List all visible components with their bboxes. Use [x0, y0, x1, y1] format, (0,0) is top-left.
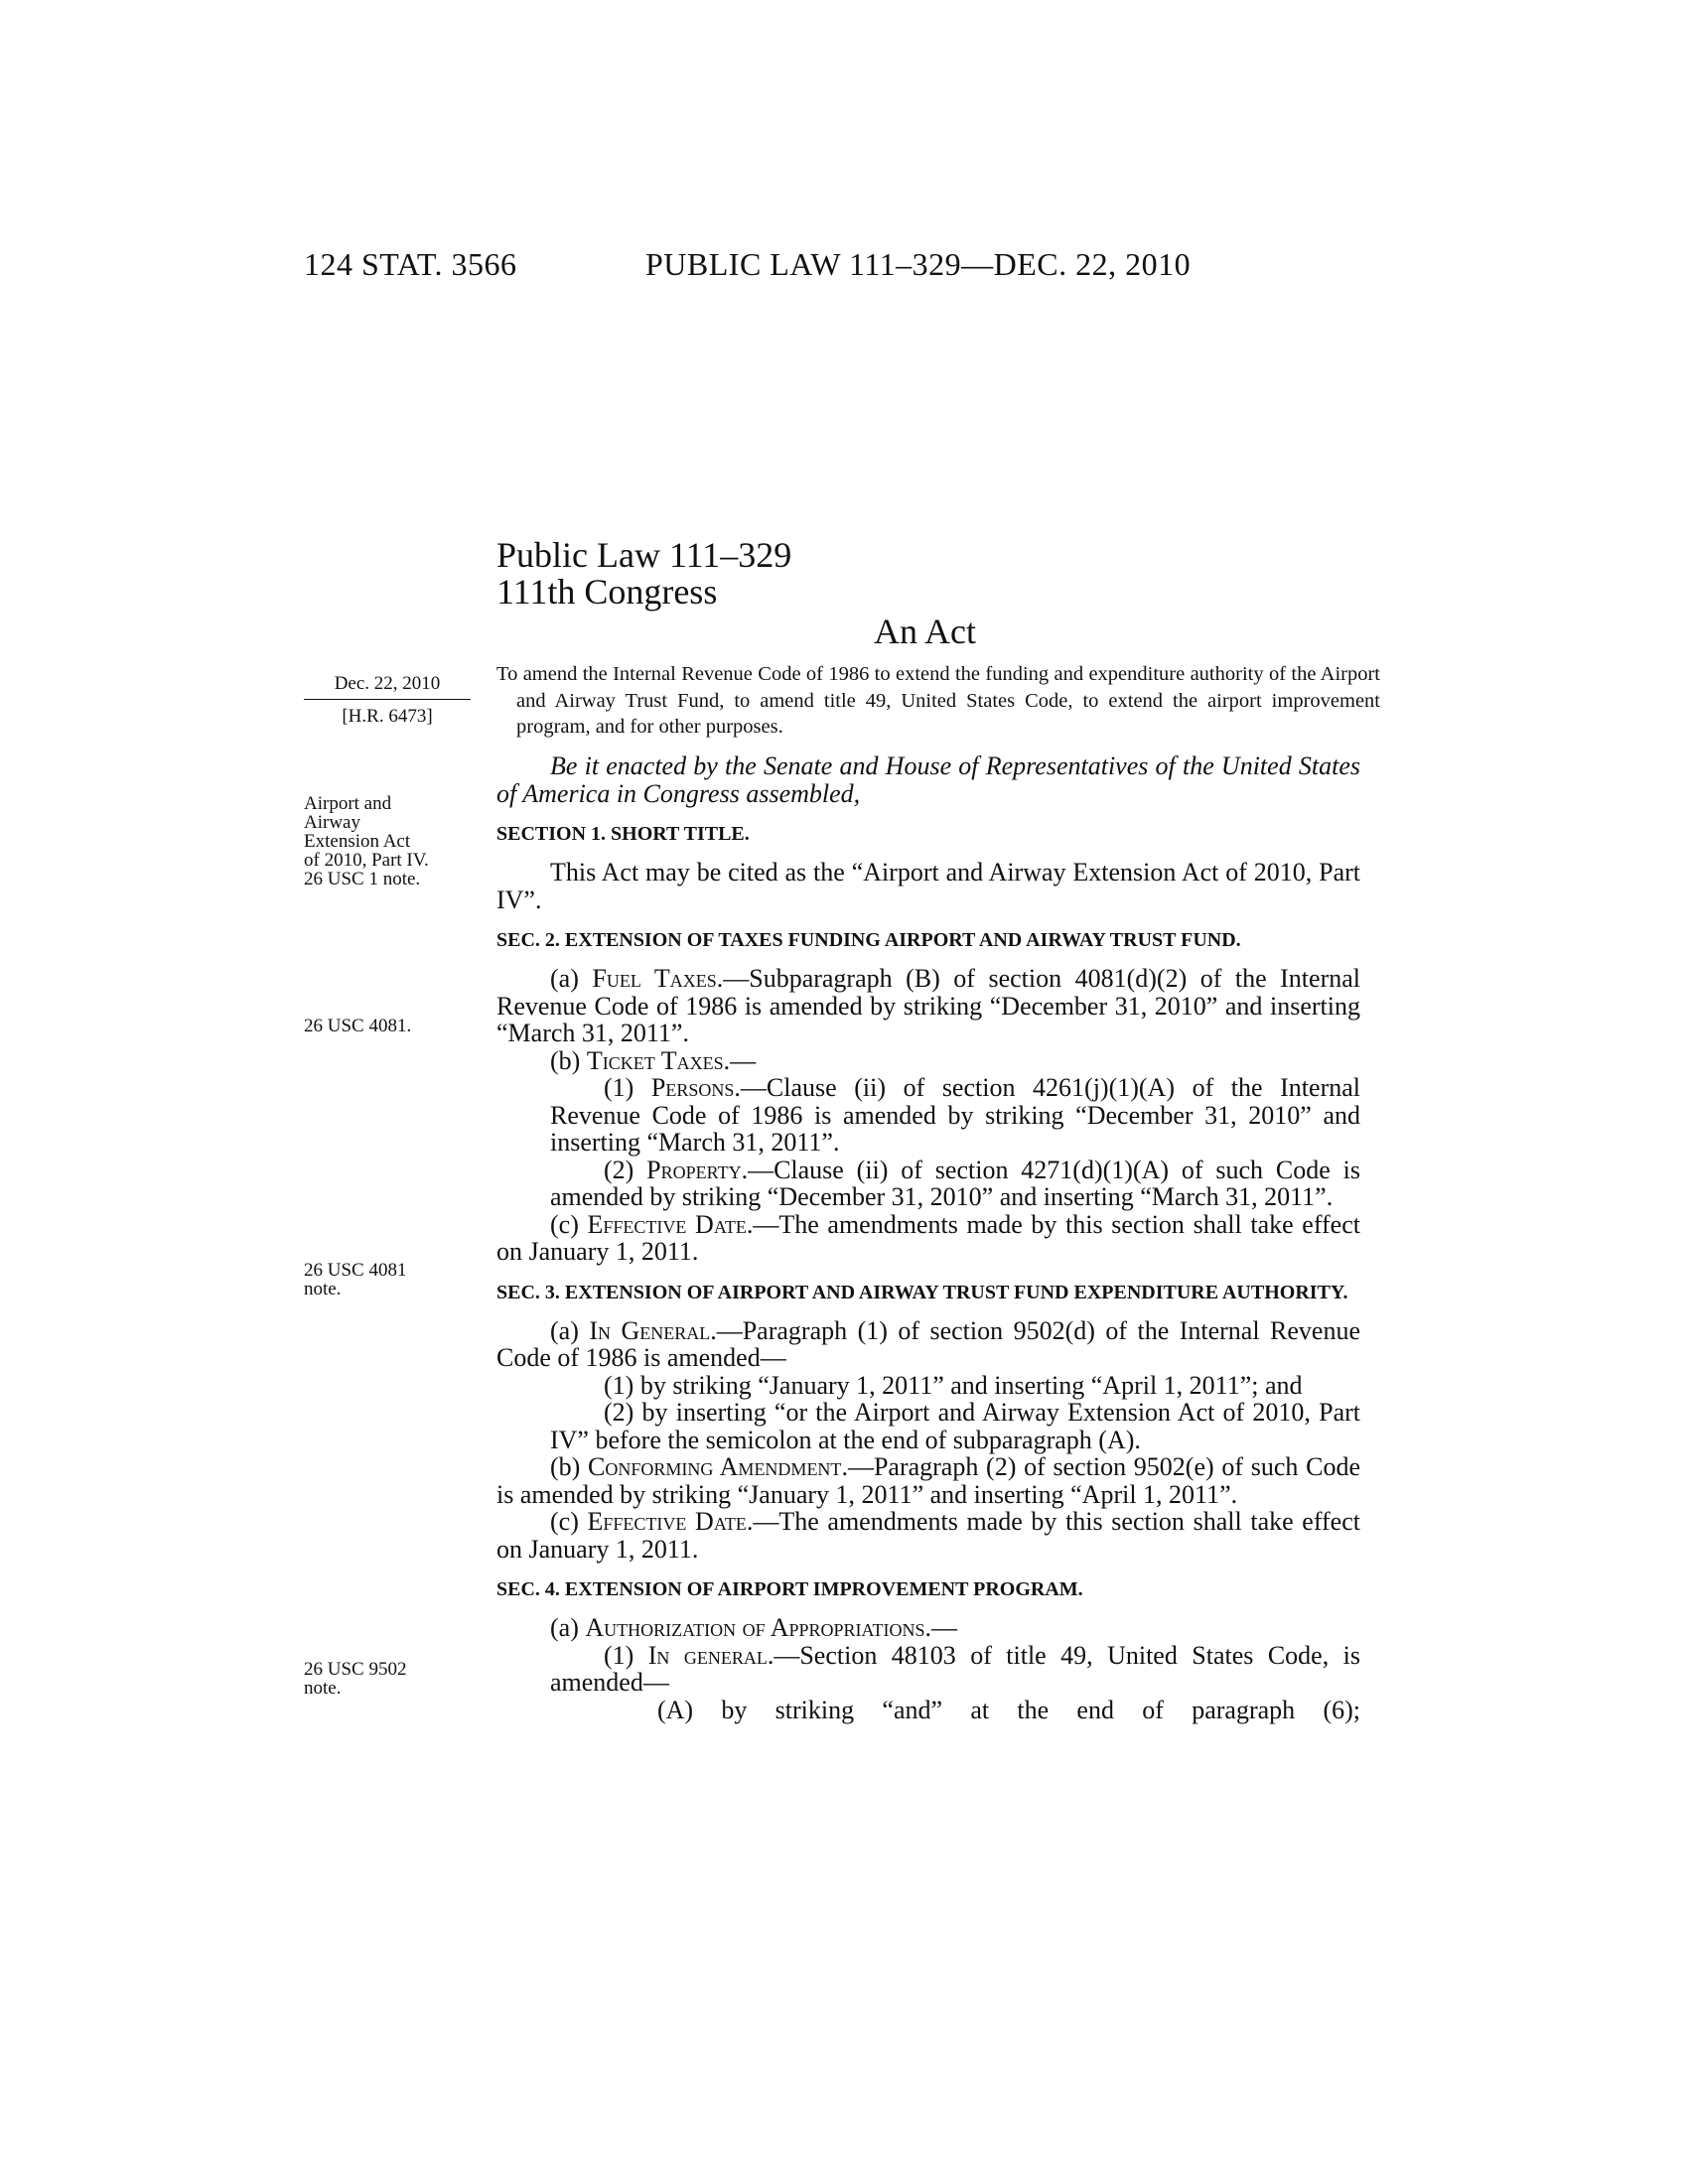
section-2-subsection-a	[496, 965, 1360, 1047]
section-3-subsection-b	[496, 1453, 1360, 1508]
subsection-text: .—Subparagraph (B) of section 4081(d)(2) of the Internal Revenue Code of 1986 is amended by striking “December 31, 2010” and inserting “March 31, 2011”.	[496, 964, 1360, 1047]
section-2-paragraph-b2	[496, 1157, 1360, 1211]
subsection-caption: Conforming Amendment	[588, 1452, 842, 1481]
margin-note-usc-4081	[304, 1017, 473, 1035]
margin-note-line: 26 USC 1 note.	[304, 869, 421, 889]
running-title: PUBLIC LAW 111–329—DEC. 22, 2010	[645, 246, 1192, 282]
act-label: An Act	[874, 612, 976, 651]
subsection-text: .—	[723, 1045, 757, 1075]
congress-number: 111th Congress	[496, 572, 718, 612]
paragraph-label: (1)	[604, 1640, 648, 1670]
subsection-label: (a)	[550, 1613, 586, 1642]
margin-note-line: 26 USC 9502	[304, 1659, 407, 1680]
section-1-heading: SECTION 1. SHORT TITLE.	[496, 823, 750, 845]
section-4-subparagraph-aA: (A) by striking “and” at the end of paragraph (6);	[657, 1695, 1360, 1724]
margin-note-line: Extension Act	[304, 831, 411, 852]
section-4-subsection-a	[496, 1614, 1360, 1642]
paragraph-label: (1)	[604, 1073, 651, 1102]
subsection-caption: In General	[589, 1315, 711, 1345]
section-4-heading: SEC. 4. EXTENSION OF AIRPORT IMPROVEMENT PROGRAM.	[496, 1578, 1083, 1600]
section-2-paragraph-b1	[496, 1074, 1360, 1157]
subsection-label: (b)	[550, 1452, 589, 1481]
subsection-label: (b)	[550, 1045, 587, 1075]
paragraph-caption: Property	[646, 1155, 742, 1184]
subsection-text: .—The amendments made by this section shall take effect on January 1, 2011.	[496, 1507, 1360, 1564]
margin-note-line: Airway	[304, 812, 360, 833]
section-3-paragraph-a1: (1) by striking “January 1, 2011” and inserting “April 1, 2011”; and	[604, 1370, 1303, 1400]
section-3-paragraph-a2: (2) by inserting “or the Airport and Airway Extension Act of 2010, Part IV” before the semicolon at the end of subparagraph (A).	[550, 1398, 1360, 1454]
subsection-caption: Effective Date	[587, 1209, 747, 1239]
act-body	[496, 752, 1360, 1723]
margin-date-block	[304, 673, 471, 728]
paragraph-label: (2)	[604, 1155, 647, 1184]
subsection-caption: Ticket Taxes	[586, 1045, 724, 1075]
subsection-caption: Fuel Taxes	[592, 964, 717, 993]
subsection-caption: Authorization of Appropriations	[585, 1613, 925, 1642]
stat-page-number: 124 STAT. 3566	[304, 246, 517, 282]
subsection-label: (a)	[550, 964, 593, 993]
section-2-heading: SEC. 2. EXTENSION OF TAXES FUNDING AIRPORT AND AIRWAY TRUST FUND.	[496, 929, 1241, 951]
margin-note-line: Airport and	[304, 793, 392, 814]
enactment-date: Dec. 22, 2010	[304, 673, 471, 700]
subsection-text: .—	[924, 1613, 958, 1642]
margin-note-usc-9502-note	[304, 1660, 473, 1698]
subsection-label: (a)	[550, 1315, 590, 1345]
subsection-text: .—Paragraph (2) of section 9502(e) of such Code is amended by striking “January 1, 2011” and inserting “April 1, 2011”.	[496, 1452, 1360, 1509]
margin-note-line: 26 USC 4081	[304, 1260, 407, 1281]
section-3-subsection-a	[496, 1317, 1360, 1372]
subsection-label: (c)	[550, 1209, 588, 1239]
paragraph-caption: In general	[647, 1640, 768, 1670]
subsection-text: .—Paragraph (1) of section 9502(d) of the Internal Revenue Code of 1986 is amended—	[496, 1315, 1360, 1372]
bill-number: [H.R. 6473]	[342, 706, 433, 727]
margin-note-line: 26 USC 4081.	[304, 1016, 412, 1036]
law-number: Public Law 111–329	[496, 535, 792, 575]
section-1-text: This Act may be cited as the “Airport and Airway Extension Act of 2010, Part IV”.	[496, 858, 1360, 914]
paragraph-text: .—Section 48103 of title 49, United States Code, is amended—	[550, 1640, 1360, 1697]
margin-note-usc-4081-note	[304, 1261, 473, 1298]
margin-note-short-title	[304, 794, 473, 888]
margin-note-line: note.	[304, 1279, 342, 1299]
margin-note-line: note.	[304, 1678, 342, 1699]
subsection-caption: Effective Date	[587, 1507, 747, 1536]
subsection-label: (c)	[550, 1507, 588, 1536]
section-4-paragraph-a1	[496, 1642, 1360, 1697]
paragraph-text: .—Clause (ii) of section 4261(j)(1)(A) of the Internal Revenue Code of 1986 is amended by striking “December 31, 2010” and inserting “March 31, 2011”.	[550, 1073, 1360, 1157]
section-3-subsection-c	[496, 1508, 1360, 1563]
paragraph-caption: Persons	[650, 1073, 735, 1102]
section-2-subsection-b	[496, 1047, 1360, 1075]
section-3-heading: SEC. 3. EXTENSION OF AIRPORT AND AIRWAY TRUST FUND EXPENDITURE AUTHORITY.	[496, 1281, 1348, 1303]
paragraph-text: .—Clause (ii) of section 4271(d)(1)(A) of such Code is amended by striking “December 31, 2010” and inserting “March 31, 2011”.	[550, 1155, 1360, 1211]
enacting-clause: Be it enacted by the Senate and House of Representatives of the United States of America in Congress assembled,	[496, 751, 1360, 808]
act-purpose: To amend the Internal Revenue Code of 1986 to extend the funding and expenditure authority of the Airport and Airway Trust Fund, to amend title 49, United States Code, to extend the airport improvement program, and for other purposes.	[496, 663, 1380, 738]
subsection-text: .—The amendments made by this section shall take effect on January 1, 2011.	[496, 1209, 1360, 1266]
margin-note-line: of 2010, Part IV.	[304, 850, 429, 871]
section-2-subsection-c	[496, 1211, 1360, 1266]
